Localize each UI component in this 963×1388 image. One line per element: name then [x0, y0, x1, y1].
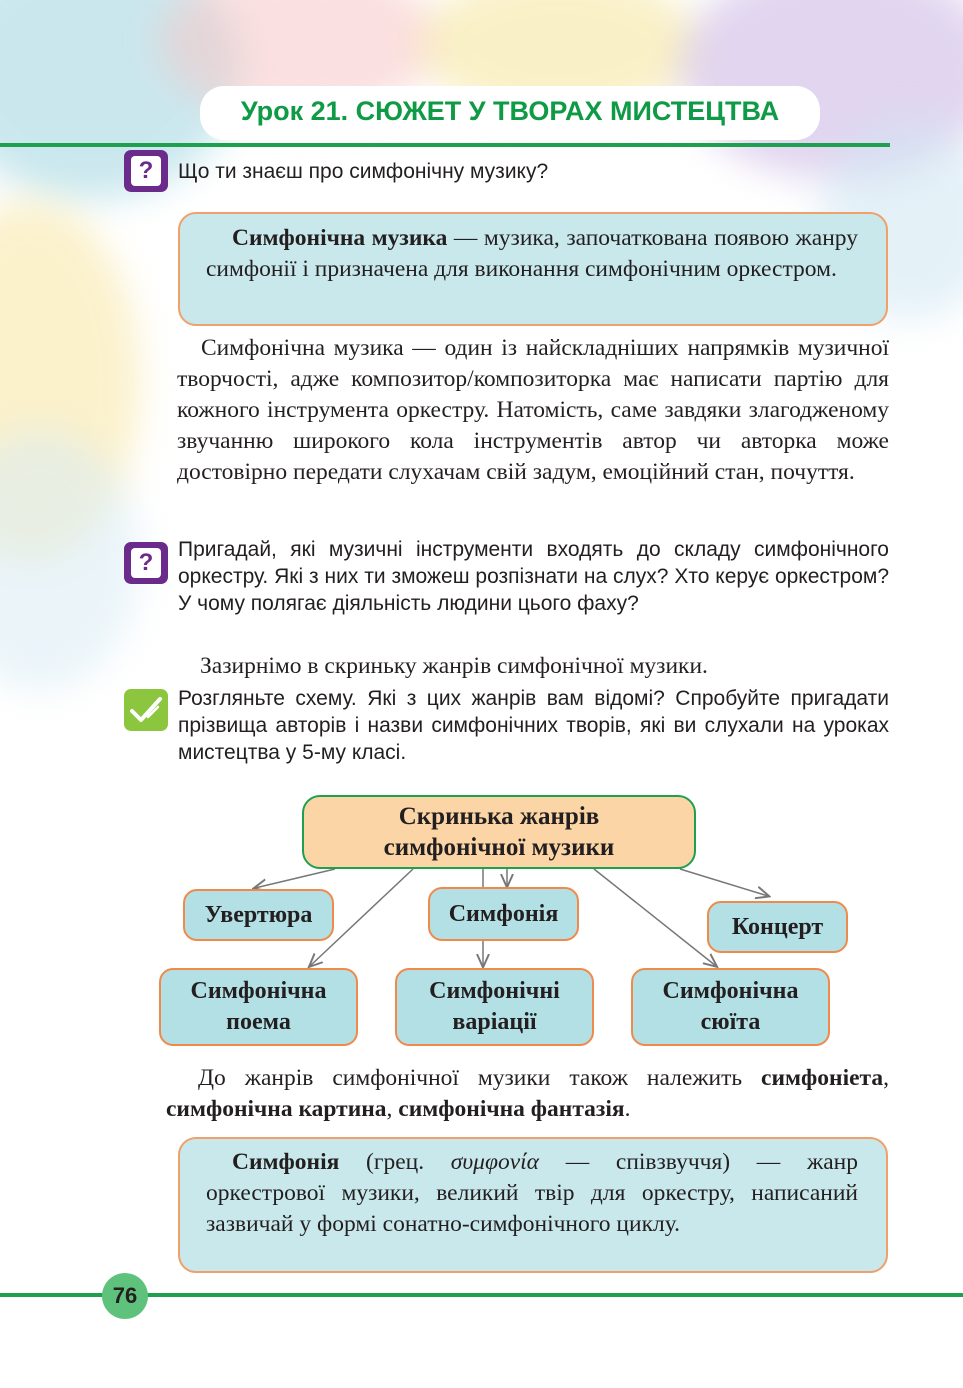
definition-term: Симфонічна музика	[232, 225, 448, 251]
definition-body: — музика, започаткована появою жанру симфонії і призначена для виконання симфонічним оркестром.	[206, 225, 858, 282]
definition-text: Симфонія (грец. συμφονία — співзвуччя) — жанр оркестрової музики, великий твір для оркестру, написаний зазвичай у формі сонатно-симфонічного циклу.	[206, 1149, 858, 1237]
node-overture: Увертюра	[183, 889, 334, 941]
body-paragraph: Симфонічна музика — один із найскладніших напрямків музичної творчості, адже композитор/композиторка має написати партію для кожного інструмента оркестру. Натомість, саме завдяки злагодженому звучанню широкого кола інструментів автор чи авторка може достовірно передати слухачам свій задум, емоційний стан, почуття.	[177, 335, 889, 485]
page-title: Урок 21. СЮЖЕТ У ТВОРАХ МИСТЕЦТВА	[240, 96, 780, 126]
question-text: Пригадай, які музичні інструменти входять до складу симфонічного оркестру. Які з них ти зможеш розпізнати на слух? Хто керує оркестром? У чому полягає діяльність людини цього фаху?	[178, 538, 889, 615]
connector	[594, 869, 716, 966]
node-symphony: Симфонія	[428, 887, 579, 941]
question-icon: ?	[124, 150, 168, 192]
page-number: 76	[102, 1273, 148, 1319]
question-text: Що ти знаєш про симфонічну музику?	[178, 160, 549, 183]
node-concerto: Концерт	[707, 901, 848, 953]
definition-term: Симфонія	[232, 1149, 340, 1175]
node-symphonic-suite: Симфонічна сюїта	[631, 968, 830, 1046]
body-paragraph: До жанрів симфонічної музики також належить симфоніета, симфонічна картина, симфонічна фантазія.	[166, 1065, 889, 1122]
node-symphonic-variations: Симфонічні варіації	[395, 968, 594, 1046]
task-text: Розгляньте схему. Які з цих жанрів вам відомі? Спробуйте пригадати прізвища авторів і назви симфонічних творів, які ви слухали на уроках мистецтва у 5-му класі.	[178, 687, 889, 764]
diagram-root-node: Скринька жанрів симфонічної музики	[302, 795, 696, 869]
body-paragraph: Зазирнімо в скриньку жанрів симфонічної музики.	[200, 653, 708, 679]
question-icon: ?	[124, 542, 168, 584]
connector	[680, 869, 768, 896]
connector	[255, 869, 335, 888]
node-symphonic-poem: Симфонічна поема	[159, 968, 358, 1046]
